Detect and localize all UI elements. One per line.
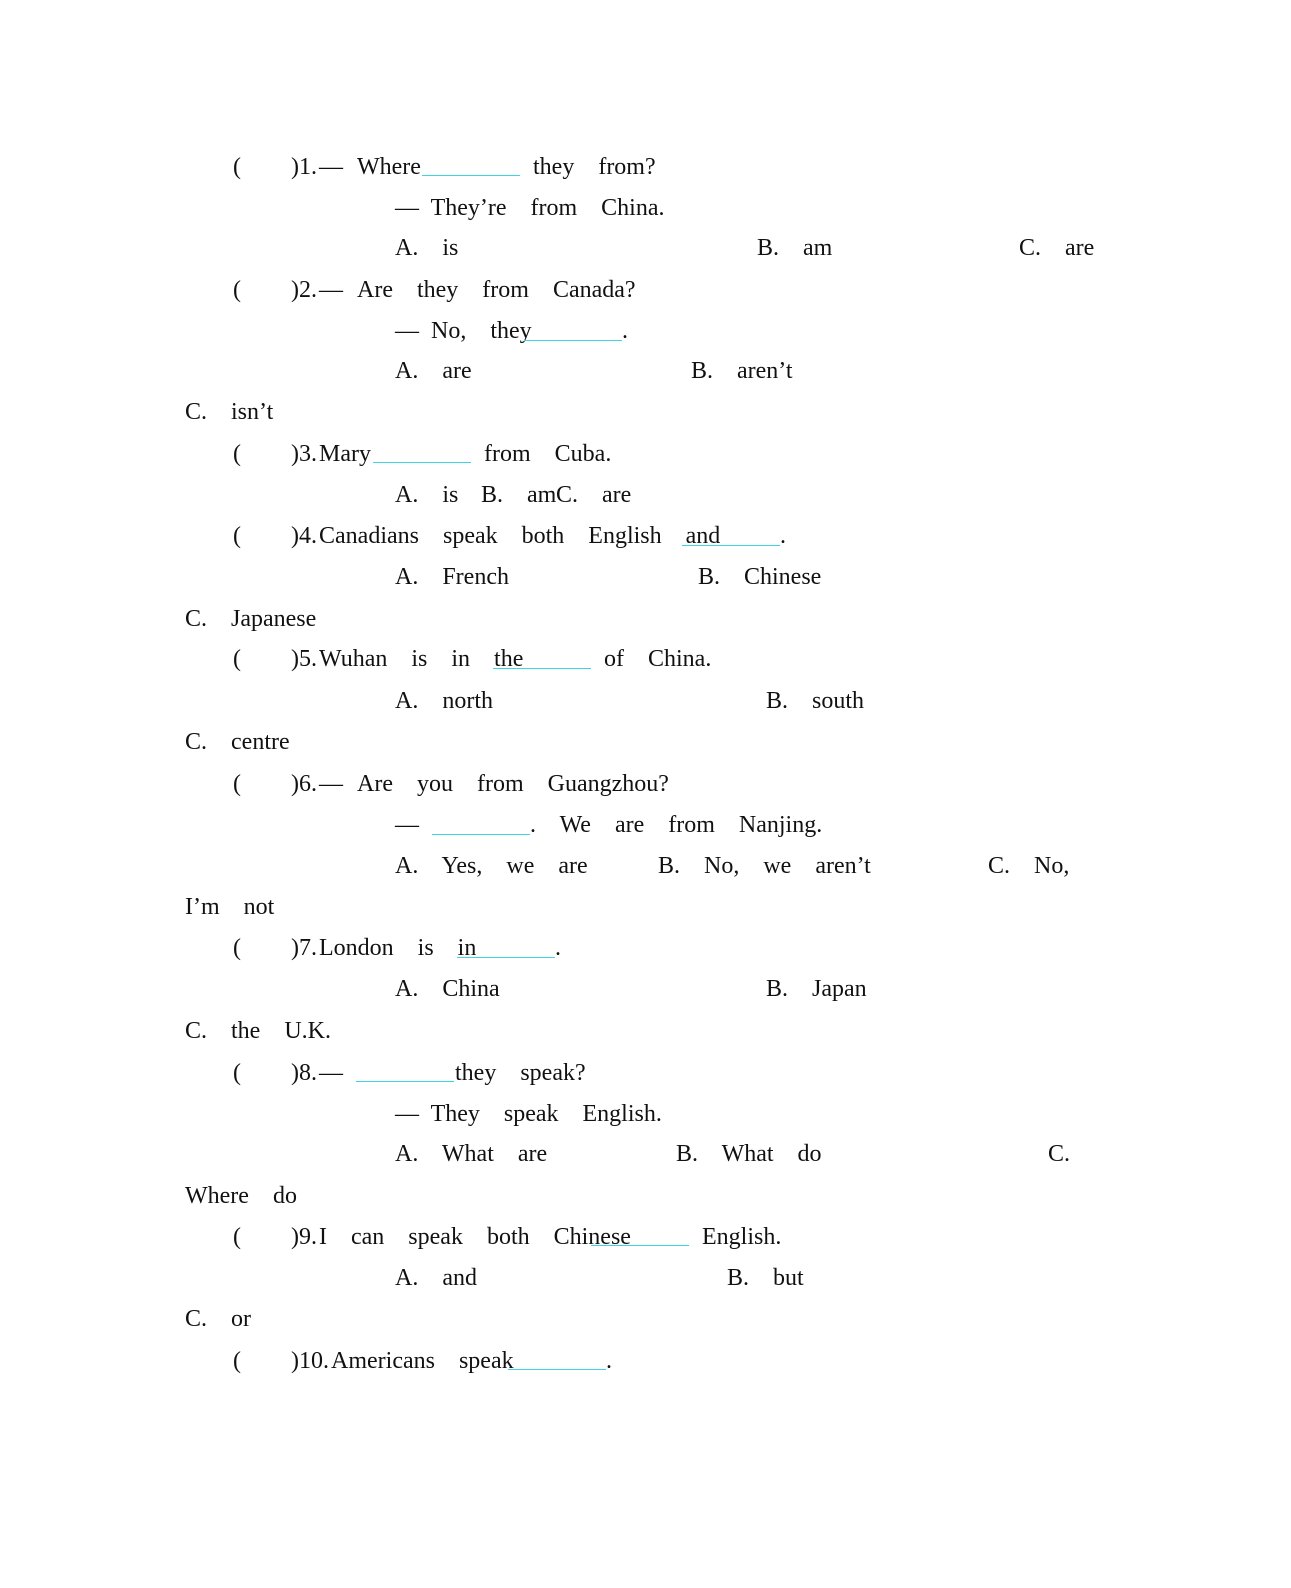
question-number: )4. [291,523,317,549]
question-number: )5. [291,646,317,672]
option-a: A. and [395,1265,477,1291]
question-stem: Where [357,154,421,180]
answer-blank[interactable] [373,462,471,463]
option-c: C. or [185,1306,251,1332]
question-number: )1. [291,154,317,180]
option-b: B. Chinese [698,564,822,590]
question-stem: Canadians speak both English and [319,523,721,549]
reply-line: — They speak English. [395,1101,662,1127]
answer-bracket: ( [233,154,241,180]
question-stem: Are they from Canada? [357,277,636,303]
option-b: B. aren’t [691,358,793,384]
dialogue-dash: — [319,154,343,180]
answer-blank[interactable] [524,340,622,341]
question-stem: Wuhan is in the [319,646,524,672]
answer-blank[interactable] [432,834,530,835]
question-number: )3. [291,441,317,467]
option-a: A. Yes, we are [395,853,588,879]
option-c: C. are [556,482,632,508]
option-c: C. are [1019,235,1095,261]
answer-blank[interactable] [356,1081,454,1082]
answer-bracket: ( [233,441,241,467]
question-stem-end: they speak? [455,1060,586,1086]
question-stem: I can speak both Chinese [319,1224,631,1250]
question-number: )6. [291,771,317,797]
option-b: B. No, we aren’t [658,853,871,879]
option-b: B. but [727,1265,804,1291]
question-stem-end: of China. [604,646,712,672]
option-a: A. are [395,358,472,384]
option-a: A. What are [395,1141,548,1167]
answer-blank[interactable] [422,175,520,176]
reply-line: — No, they [395,318,532,344]
option-a: A. north [395,688,493,714]
answer-bracket: ( [233,523,241,549]
reply-end: . [622,318,628,344]
question-stem-end: . [606,1348,612,1374]
question-stem-end: . [780,523,786,549]
option-a: A. French [395,564,509,590]
option-b: B. am [481,482,557,508]
question-stem-end: English. [702,1224,782,1250]
question-number: )10. [291,1348,329,1374]
option-c: C. [1048,1141,1071,1167]
answer-bracket: ( [233,646,241,672]
answer-bracket: ( [233,1060,241,1086]
answer-blank[interactable] [457,957,555,958]
dialogue-dash: — [319,277,343,303]
question-number: )9. [291,1224,317,1250]
answer-blank[interactable] [493,668,591,669]
question-stem: London is in [319,935,477,961]
option-a: A. is [395,482,459,508]
option-b: B. Japan [766,976,867,1002]
question-stem: Are you from Guangzhou? [357,771,669,797]
option-b: B. am [757,235,833,261]
option-c-continued: Where do [185,1183,297,1209]
option-c: C. centre [185,729,290,755]
option-c: C. isn’t [185,399,274,425]
answer-bracket: ( [233,771,241,797]
question-stem-end: . [555,935,561,961]
question-number: )8. [291,1060,317,1086]
reply-line: — They’re from China. [395,195,665,221]
answer-blank[interactable] [682,545,780,546]
option-c: C. the U.K. [185,1018,331,1044]
question-stem-end: they from? [533,154,656,180]
option-a: A. is [395,235,459,261]
answer-blank[interactable] [591,1245,689,1246]
answer-blank[interactable] [508,1369,606,1370]
answer-bracket: ( [233,1348,241,1374]
question-stem: Mary [319,441,371,467]
question-number: )2. [291,277,317,303]
reply-end: . We are from Nanjing. [530,812,823,838]
answer-bracket: ( [233,935,241,961]
dialogue-dash: — [319,1060,343,1086]
answer-bracket: ( [233,277,241,303]
question-stem: Americans speak [331,1348,514,1374]
question-number: )7. [291,935,317,961]
dialogue-dash: — [319,771,343,797]
option-c: C. No, [988,853,1070,879]
option-b: B. What do [676,1141,822,1167]
reply-dash: — [395,812,419,838]
answer-bracket: ( [233,1224,241,1250]
question-stem-end: from Cuba. [484,441,612,467]
option-a: A. China [395,976,500,1002]
option-b: B. south [766,688,865,714]
option-c-continued: I’m not [185,894,275,920]
option-c: C. Japanese [185,606,317,632]
